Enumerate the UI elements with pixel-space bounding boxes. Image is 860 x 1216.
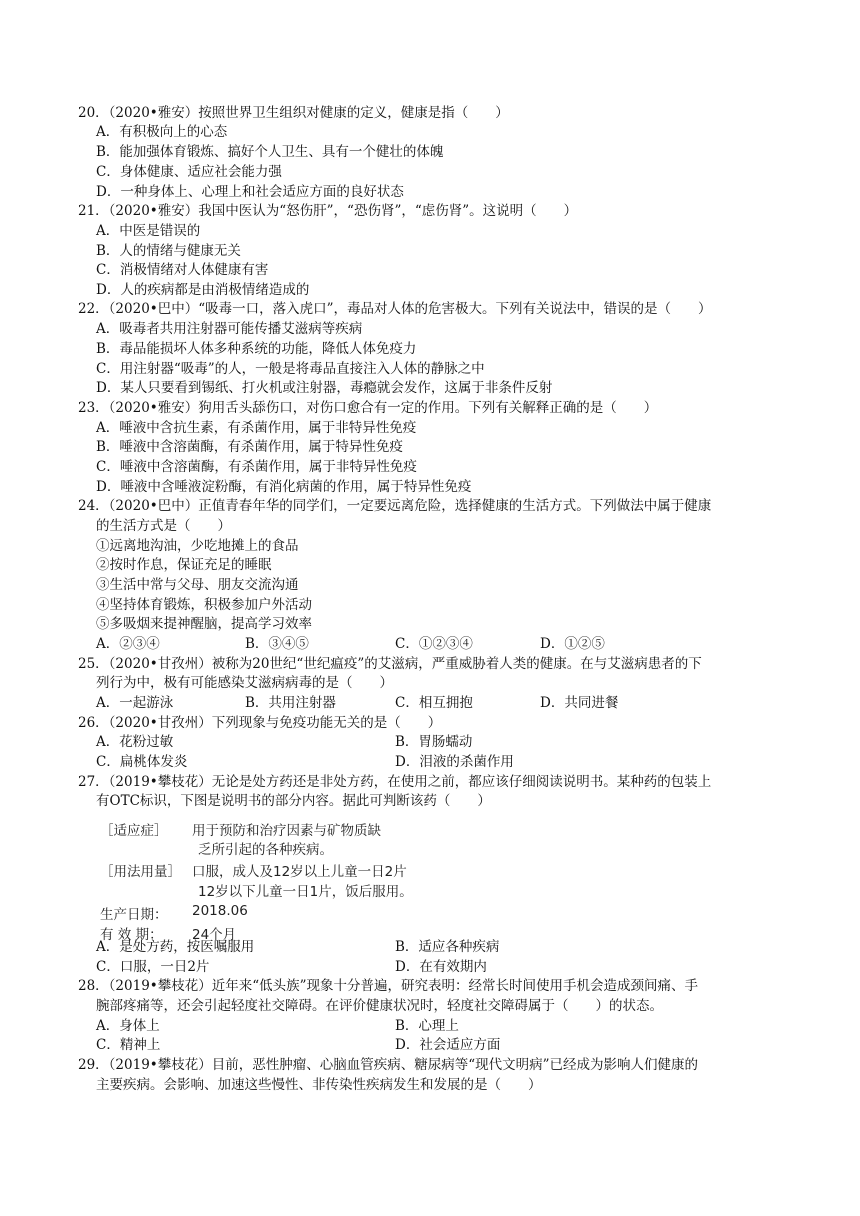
option-21-d: D．人的疾病都是由消极情绪造成的 [96,282,310,298]
options-24-row [96,635,756,654]
options-27-row1 [96,938,756,957]
question-24-stem-cont: 的生活方式是（ ） [96,518,231,534]
indication-line-2: 乏所引起的各种疾病。 [198,842,333,858]
question-21-stem: 21．（2020•雅安）我国中医认为“怒伤肝”，“恐伤肾”，“虑伤肾”。这说明（ ） [78,203,578,219]
option-28-b: B．心理上 [395,1018,459,1034]
option-25-c: C．相互拥抱 [395,695,473,711]
question-27-stem-cont: 有OTC标识，下图是说明书的部分内容。据此可判断该药（ ） [96,793,491,809]
indication-line-1: 用于预防和治疗因素与矿物质缺 [192,823,381,839]
option-26-d: D．泪液的杀菌作用 [395,754,514,770]
question-25-stem-cont: 列行为中，极有可能感染艾滋病病毒的是（ ） [96,675,393,691]
option-27-c: C．口服，一日2片 [96,959,210,975]
question-24-stem: 24．（2020•巴中）正值青春年华的同学们，一定要远离危险，选择健康的生活方式。下列做法中属于健康 [78,498,712,514]
question-29-stem-cont: 主要疾病。会影响、加速这些慢性、非传染性疾病发生和发展的是（ ） [96,1077,542,1093]
option-24-c: C．①②③④ [395,636,473,652]
option-21-c: C．消极情绪对人体健康有害 [96,262,269,278]
item-24-4: ④坚持体育锻炼，积极参加户外活动 [96,597,312,613]
options-26-row2 [96,753,756,772]
options-25-row [96,694,756,713]
option-20-d: D．一种身体上、心理上和社会适应方面的良好状态 [96,184,404,200]
option-26-c: C．扁桃体发炎 [96,754,188,770]
option-27-a: A．是处方药，按医嘱服用 [96,939,255,955]
option-20-c: C．身体健康、适应社会能力强 [96,164,282,180]
option-27-d: D．在有效期内 [395,959,487,975]
production-date-key: 生产日期： [100,907,168,923]
option-26-a: A．花粉过敏 [96,734,174,750]
question-23-stem: 23．（2020•雅安）狗用舌头舔伤口，对伤口愈合有一定的作用。下列有关解释正确的是（ ） [78,400,658,416]
option-28-d: D．社会适应方面 [395,1037,501,1053]
option-25-d: D．共同进餐 [540,695,619,711]
usage-line-2: 12岁以下儿童一日1片，饭后服用。 [198,884,413,900]
validity-key: 有 效 期： [100,927,163,943]
option-23-b: B．唾液中含溶菌酶，有杀菌作用，属于特异性免疫 [96,439,403,455]
item-24-1: ①远离地沟油，少吃地摊上的食品 [96,538,299,554]
item-24-3: ③生活中常与父母、朋友交流沟通 [96,577,299,593]
question-27-stem: 27．（2019•攀枝花）无论是处方药还是非处方药，在使用之前，都应该仔细阅读说明书。某种药的包装上 [78,774,712,790]
option-22-d: D．某人只要看到锡纸、打火机或注射器，毒瘾就会发作，这属于非条件反射 [96,380,553,396]
validity-value: 24个月 [192,927,237,943]
options-28-row1 [96,1017,756,1036]
option-25-b: B．共用注射器 [245,695,336,711]
option-21-a: A．中医是错误的 [96,223,201,239]
options-27-row2 [96,958,756,977]
option-22-b: B．毒品能损坏人体多种系统的功能，降低人体免疫力 [96,341,417,357]
option-25-a: A．一起游泳 [96,695,174,711]
item-24-5: ⑤多吸烟来提神醒脑，提高学习效率 [96,616,312,632]
option-20-b: B．能加强体育锻炼、搞好个人卫生、具有一个健壮的体魄 [96,144,444,160]
options-26-row1 [96,733,756,752]
usage-key: ［用法用量］ [100,864,181,880]
item-24-2: ②按时作息，保证充足的睡眠 [96,557,272,573]
question-28-stem: 28．（2019•攀枝花）近年来“低头族”现象十分普遍，研究表明：经常长时间使用手机会造成颈间痛、手 [78,978,699,994]
option-27-b: B．适应各种疾病 [395,939,500,955]
question-20-stem: 20．（2020•雅安）按照世界卫生组织对健康的定义，健康是指（ ） [78,105,509,121]
options-28-row2 [96,1036,756,1055]
option-24-a: A．②③④ [96,636,160,652]
option-21-b: B．人的情绪与健康无关 [96,243,241,259]
medicine-label-image [100,819,460,944]
option-23-a: A．唾液中含抗生素，有杀菌作用，属于非特异性免疫 [96,420,417,436]
indication-key: ［适应症］ [100,823,168,839]
production-date-value: 2018.06 [192,903,248,919]
option-23-c: C．唾液中含溶菌酶，有杀菌作用，属于非特异性免疫 [96,459,417,475]
option-24-b: B．③④⑤ [245,636,309,652]
option-24-d: D．①②⑤ [540,636,605,652]
option-28-a: A．身体上 [96,1018,160,1034]
question-22-stem: 22．（2020•巴中）“吸毒一口，落入虎口”，毒品对人体的危害极大。下列有关说法中，错误的是（ ） [78,301,712,317]
option-22-c: C．用注射器“吸毒”的人，一般是将毒品直接注入人体的静脉之中 [96,361,485,377]
option-28-c: C．精神上 [96,1037,161,1053]
question-28-stem-cont: 腕部疼痛等，还会引起轻度社交障碍。在评价健康状况时，轻度社交障碍属于（ ）的状态。 [96,998,663,1014]
option-26-b: B．胃肠蠕动 [395,734,473,750]
usage-line-1: 口服，成人及12岁以上儿童一日2片 [192,864,407,880]
option-20-a: A．有积极向上的心态 [96,124,228,140]
question-26-stem: 26．（2020•甘孜州）下列现象与免疫功能无关的是（ ） [78,715,442,731]
option-22-a: A．吸毒者共用注射器可能传播艾滋病等疾病 [96,321,363,337]
question-29-stem: 29．（2019•攀枝花）目前，恶性肿瘤、心脑血管疾病、糖尿病等“现代文明病”已经成为影响人们健康的 [78,1057,699,1073]
question-25-stem: 25．（2020•甘孜州）被称为20世纪“世纪瘟疫”的艾滋病，严重威胁着人类的健康。在与艾滋病患者的下 [78,656,702,672]
option-23-d: D．唾液中含唾液淀粉酶，有消化病菌的作用，属于特异性免疫 [96,479,472,495]
